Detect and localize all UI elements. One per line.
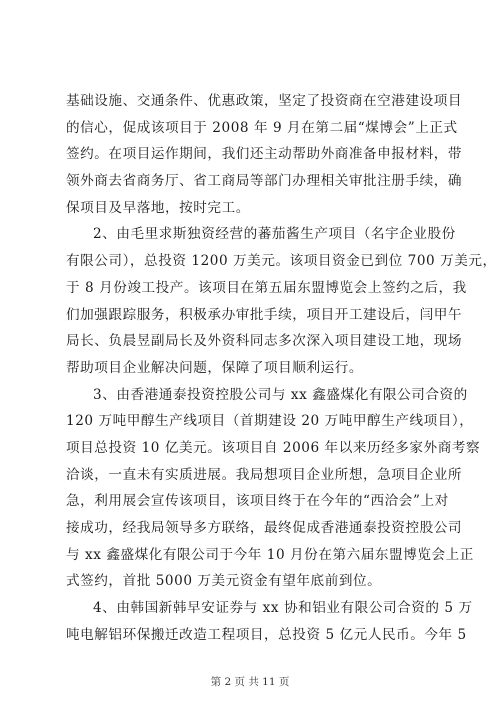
text-line: 洽谈，一直未有实质进展。我局想项目企业所想，急项目企业所 <box>66 466 463 483</box>
text-line: 保项目及早落地，按时完工。 <box>66 199 250 216</box>
text-line: 急，利用展会宣传该项目，该项目终于在今年的“西洽会”上对 <box>66 493 449 510</box>
text-line: 接成功，经我局领导多方联络，最终促成香港通泰投资控股公司 <box>66 520 463 536</box>
text-line: 领外商去省商务厅、省工商局等部门办理相关审批注册手续，确 <box>66 173 463 190</box>
text-line: 4、由韩国新韩早安证券与 xx 协和铝业有限公司合资的 5 万 <box>93 600 473 617</box>
text-line: 签约。在项目运作期间，我们还主动帮助外商准备申报材料，带 <box>66 146 463 163</box>
body-text <box>66 88 497 648</box>
text-line: 于 8 月份竣工投产。该项目在第五届东盟博览会上签约之后，我 <box>66 279 467 296</box>
text-line: 基础设施、交通条件、优惠政策，坚定了投资商在空港建设项目 <box>66 93 463 109</box>
text-line: 项目总投资 10 亿美元。该项目自 2006 年以来历经多家外商考察 <box>66 439 481 456</box>
text-line: 3、由香港通泰投资控股公司与 xx 鑫盛煤化有限公司合资的 <box>93 386 468 403</box>
page-footer: 第 2 页 共 11 页 <box>210 676 290 688</box>
text-line: 的信心，促成该项目于 2008 年 9 月在第二届“煤博会”上正式 <box>66 119 458 136</box>
text-line: 与 xx 鑫盛煤化有限公司于今年 10 月份在第六届东盟博览会上正 <box>66 546 474 563</box>
text-line: 2、由毛里求斯独资经营的蕃茄酱生产项目（名宇企业股份 <box>93 226 456 243</box>
text-line: 式签约，首批 5000 万美元资金有望年底前到位。 <box>66 573 382 590</box>
text-line: 有限公司），总投资 1200 万美元。该项目资金已到位 700 万美元， <box>66 253 497 270</box>
text-line: 局长、负晨昱副局长及外资科同志多次深入项目建设工地，现场 <box>66 333 463 350</box>
text-line: 帮助项目企业解决问题，保障了项目顺利运行。 <box>66 359 364 376</box>
text-line: 吨电解铝环保搬迁改造工程项目，总投资 5 亿元人民币。今年 5 <box>66 626 467 643</box>
text-line: 120 万吨甲醇生产线项目（首期建设 20 万吨甲醇生产线项目）， <box>66 413 474 430</box>
text-line: 们加强跟踪服务，积极承办审批手续，项目开工建设后，闫甲午 <box>66 306 463 323</box>
